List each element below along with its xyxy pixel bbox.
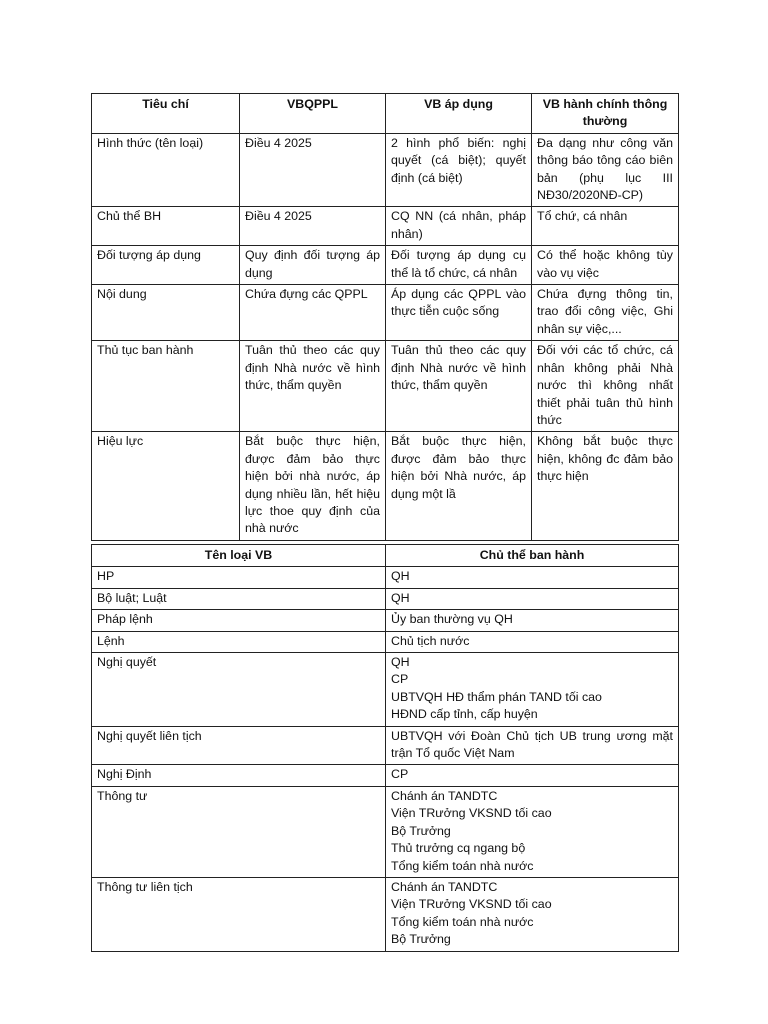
header-applied-doc: VB áp dụng [386, 94, 532, 134]
cell-vbqppl: Chứa đựng các QPPL [240, 285, 386, 341]
cell-admin-doc: Tổ chứ, cá nhân [532, 207, 679, 246]
issuer-line: CP [391, 767, 409, 782]
issuer-line: Chủ tịch nước [391, 633, 470, 648]
row-criterion: Đối tượng áp dụng [92, 246, 240, 285]
cell-vbqppl: Tuân thủ theo các quy định Nhà nước về hình thức, thẩm quyền [240, 341, 386, 432]
issuer-cell [386, 610, 679, 631]
issuer-line: Tổng kiểm toán nhà nước [391, 914, 534, 929]
issuer-cell [386, 786, 679, 877]
table-row [92, 133, 679, 207]
table-row [92, 653, 679, 727]
cell-admin-doc: Chứa đựng thông tin, trao đổi công việc, Ghi nhân sự việc,... [532, 285, 679, 341]
row-criterion: Nội dung [92, 285, 240, 341]
issuer-line: Viện TRưởng VKSND tối cao [391, 897, 552, 912]
table-row [92, 877, 679, 951]
table-row [92, 786, 679, 877]
issuer-line: UBTVQH với Đoàn Chủ tịch UB trung ương mặt trận Tổ quốc Việt Nam [391, 728, 673, 761]
doc-type: Bộ luật; Luật [92, 588, 386, 609]
header-criteria: Tiêu chí [92, 94, 240, 134]
cell-admin-doc: Có thể hoặc không tùy vào vụ việc [532, 246, 679, 285]
table-row [92, 285, 679, 341]
doc-type: Nghị quyết [92, 653, 386, 727]
issuer-line: CP [391, 672, 409, 687]
issuer-line: Bộ Trưởng [391, 932, 451, 947]
table-row [92, 726, 679, 765]
issuer-cell [386, 631, 679, 652]
table-row [92, 246, 679, 285]
issuer-line: QH [391, 590, 410, 605]
issuer-line: Bộ Trưởng [391, 823, 451, 838]
doc-type: Pháp lệnh [92, 610, 386, 631]
issuer-line: Ủy ban thường vụ QH [391, 612, 513, 627]
table-row [92, 765, 679, 786]
cell-applied-doc: Bắt buộc thực hiện, được đảm bảo thực hiện bởi Nhà nước, áp dụng một lầ [386, 432, 532, 540]
issuer-line: Thủ trưởng cq ngang bộ [391, 841, 526, 856]
issuer-line: QH [391, 569, 410, 584]
cell-admin-doc: Không bắt buộc thực hiện, không đc đảm bảo thực hiện [532, 432, 679, 540]
header-doc-type: Tên loại VB [92, 545, 386, 567]
cell-vbqppl: Điều 4 2025 [240, 133, 386, 207]
issuer-cell [386, 588, 679, 609]
issuer-line: QH [391, 655, 410, 670]
doc-type: Thông tư [92, 786, 386, 877]
cell-vbqppl: Quy định đối tượng áp dụng [240, 246, 386, 285]
issuer-cell [386, 567, 679, 588]
table-row [92, 341, 679, 432]
cell-applied-doc: Đối tượng áp dụng cụ thể là tổ chức, cá nhân [386, 246, 532, 285]
cell-admin-doc: Đa dạng như công văn thông báo tông cáo biên bản (phụ lục III NĐ30/2020NĐ-CP) [532, 133, 679, 207]
cell-applied-doc: 2 hình phổ biến: nghị quyết (cá biệt); quyết định (cá biệt) [386, 133, 532, 207]
comparison-header-row [92, 94, 679, 134]
doc-type: HP [92, 567, 386, 588]
issuer-line: UBTVQH HĐ thẩm phán TAND tối cao [391, 689, 602, 704]
table-row [92, 432, 679, 540]
table-row [92, 588, 679, 609]
cell-applied-doc: Áp dụng các QPPL vào thực tiễn cuộc sống [386, 285, 532, 341]
issuer-line: Viện TRưởng VKSND tối cao [391, 806, 552, 821]
issuer-cell [386, 765, 679, 786]
cell-applied-doc: Tuân thủ theo các quy định Nhà nước về hình thức, thẩm quyền [386, 341, 532, 432]
cell-applied-doc: CQ NN (cá nhân, pháp nhân) [386, 207, 532, 246]
cell-admin-doc: Đối với các tổ chức, cá nhân không phải Nhà nước thì không nhất thiết phải tuân thủ hình thức [532, 341, 679, 432]
comparison-table [91, 93, 679, 541]
issuer-header-row [92, 545, 679, 567]
issuer-line: Chánh án TANDTC [391, 788, 498, 803]
issuer-line: Chánh án TANDTC [391, 879, 498, 894]
row-criterion: Thủ tục ban hành [92, 341, 240, 432]
issuer-line: HĐND cấp tỉnh, cấp huyện [391, 707, 538, 722]
row-criterion: Hình thức (tên loại) [92, 133, 240, 207]
issuer-table [91, 544, 679, 952]
table-row [92, 207, 679, 246]
cell-vbqppl: Bắt buộc thực hiện, được đảm bảo thực hiện bởi nhà nước, áp dụng nhiều lần, hết hiệu lực thoe quy định của nhà nước [240, 432, 386, 540]
doc-type: Nghị quyết liên tịch [92, 726, 386, 765]
doc-type: Thông tư liên tịch [92, 877, 386, 951]
doc-type: Nghị Định [92, 765, 386, 786]
issuer-cell [386, 653, 679, 727]
cell-vbqppl: Điều 4 2025 [240, 207, 386, 246]
doc-type: Lệnh [92, 631, 386, 652]
table-row [92, 567, 679, 588]
row-criterion: Hiệu lực [92, 432, 240, 540]
table-row [92, 631, 679, 652]
table-row [92, 610, 679, 631]
header-vbqppl: VBQPPL [240, 94, 386, 134]
issuer-cell [386, 877, 679, 951]
header-issuer: Chủ thể ban hành [386, 545, 679, 567]
issuer-cell [386, 726, 679, 765]
header-admin-doc: VB hành chính thông thường [532, 94, 679, 134]
row-criterion: Chủ thể BH [92, 207, 240, 246]
issuer-line: Tổng kiểm toán nhà nước [391, 858, 534, 873]
